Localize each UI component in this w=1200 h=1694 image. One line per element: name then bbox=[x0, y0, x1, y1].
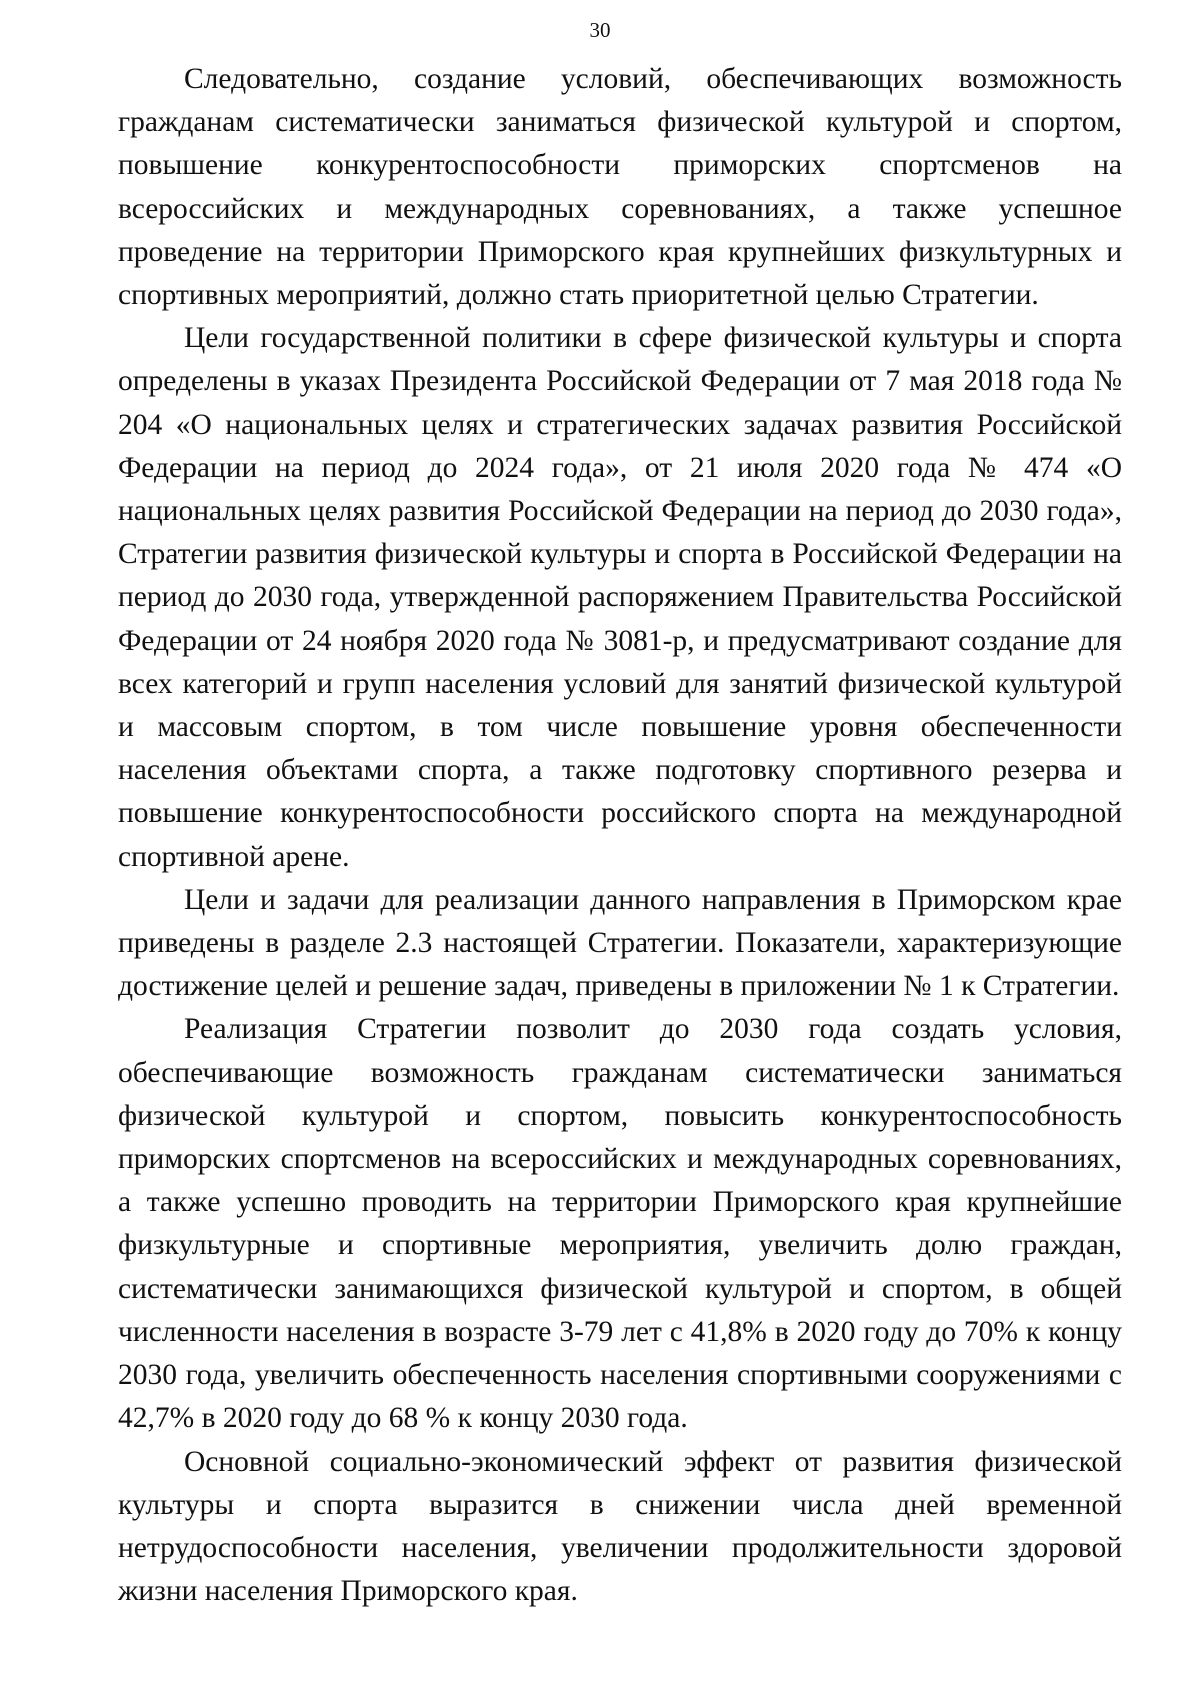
paragraph-strategy-implementation: Реализация Стратегии позволит до 2030 года создать условия, обеспечивающие возможность гражданам систематически заниматься физической культурой и спортом, повысить конкурентоспособность приморских спортсменов на всероссийских и международных соревнованиях, а также успешно проводить на территории Приморского края крупнейшие физкультурные и спортивные мероприятия, увеличить долю граждан, систематически занимающихся физической культурой и спортом, в общей численности населения в возрасте 3-79 лет с 41,8% в 2020 году до 70% к концу 2030 года, увеличить обеспеченность населения спортивными сооружениями с 42,7% в 2020 году до 68 % к концу 2030 года. bbox=[118, 1013, 1122, 1435]
page-number: 30 bbox=[589, 18, 611, 42]
paragraph-strategy-goal: Следовательно, создание условий, обеспечивающих возможность гражданам систематически заниматься физической культурой и спортом, повышение конкурентоспособности приморских спортсменов на всероссийских и международных соревнованиях, а также успешное проведение на территории Приморского края крупнейших физкультурных и спортивных мероприятий, должно стать приоритетной целью Стратегии. bbox=[118, 63, 1122, 312]
paragraph-socioeconomic-effect: Основной социально-экономический эффект от развития физической культуры и спорта выразится в снижении числа дней временной нетрудоспособности населения, увеличении продолжительности здоровой жизни населения Приморского края. bbox=[118, 1445, 1122, 1608]
paragraph-goals-and-tasks: Цели и задачи для реализации данного направления в Приморском крае приведены в разделе 2.3 настоящей Стратегии. Показатели, характеризующие достижение целей и решение задач, приведены в приложении № 1 к Стратегии. bbox=[118, 883, 1122, 1003]
paragraph-state-policy-goals: Цели государственной политики в сфере физической культуры и спорта определены в указах Президента Российской Федерации от 7 мая 2018 года № 204 «О национальных целях и стратегических задачах развития Российской Федерации на период до 2024 года», от 21 июля 2020 года № 474 «О национальных целях развития Российской Федерации на период до 2030 года», Стратегии развития физической культуры и спорта в Российской Федерации на период до 2030 года, утвержденной распоряжением Правительства Российской Федерации от 24 ноября 2020 года № 3081-р, и предусматривают создание для всех категорий и групп населения условий для занятий физической культурой и массовым спортом, в том числе повышение уровня обеспеченности населения объектами спорта, а также подготовку спортивного резерва и повышение конкурентоспособности российского спорта на международной спортивной арене. bbox=[118, 322, 1122, 873]
document-body bbox=[118, 58, 1122, 1613]
